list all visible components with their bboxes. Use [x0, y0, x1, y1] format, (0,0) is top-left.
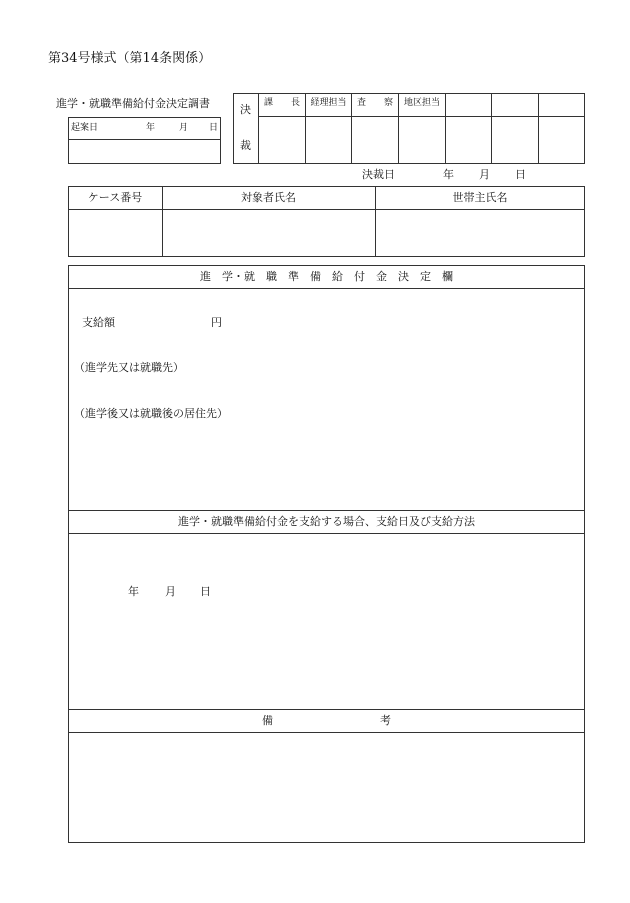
document-title: 進学・就職準備給付金決定調書	[56, 97, 210, 110]
residence-label: （進学後又は就職後の居住先）	[74, 407, 228, 420]
approval-role: 経理担当	[310, 98, 347, 108]
draft-date-year: 年	[146, 123, 156, 133]
approval-stamp-cell[interactable]	[259, 117, 305, 163]
case-number-header: ケース番号	[87, 191, 143, 204]
approval-stamp-cell[interactable]	[446, 117, 491, 163]
approval-label-bottom: 裁	[240, 139, 251, 152]
approval-label-top: 決	[240, 103, 251, 116]
remarks-label-left: 備	[262, 714, 273, 727]
decision-date-label: 決裁日	[362, 168, 395, 181]
decision-date-month: 月	[479, 168, 490, 181]
draft-date-label: 起案日	[71, 123, 99, 133]
approval-stamp-cell[interactable]	[352, 117, 398, 163]
remarks-input[interactable]	[69, 733, 584, 842]
draft-date-input[interactable]	[69, 140, 220, 163]
draft-date-day: 日	[209, 123, 219, 133]
householder-name-input[interactable]	[376, 210, 584, 256]
decision-date-day: 日	[515, 168, 526, 181]
case-number-input[interactable]	[69, 210, 162, 256]
payment-section-top-line	[68, 510, 585, 511]
payment-section-title: 進学・就職準備給付金を支給する場合、支給日及び支給方法	[178, 515, 475, 528]
destination-label: （進学先又は就職先）	[74, 361, 184, 374]
payment-day: 日	[200, 585, 211, 598]
remarks-top-line	[68, 709, 585, 710]
decision-section-title: 進 学・就 職 準 備 給 付 金 決 定 欄	[200, 270, 453, 283]
amount-input[interactable]	[125, 312, 207, 332]
decision-section-header-line	[68, 288, 585, 289]
amount-unit: 円	[211, 316, 222, 329]
householder-name-header: 世帯主氏名	[452, 191, 508, 204]
approval-stamp-cell[interactable]	[306, 117, 351, 163]
approval-stamp-cell[interactable]	[399, 117, 445, 163]
approval-stamp-cell[interactable]	[492, 117, 538, 163]
payment-section-header-line	[68, 533, 585, 534]
subject-name-header: 対象者氏名	[241, 191, 296, 204]
approval-role: 査 察	[356, 98, 393, 108]
form-number: 第34号様式（第14条関係）	[48, 51, 212, 66]
residence-input[interactable]	[75, 424, 575, 504]
payment-month: 月	[165, 585, 176, 598]
payment-method-input[interactable]	[75, 610, 575, 702]
amount-label: 支給額	[82, 316, 115, 329]
draft-date-month: 月	[179, 123, 189, 133]
approval-stamp-cell[interactable]	[539, 117, 584, 163]
approval-role: 地区担当	[403, 98, 440, 108]
payment-year: 年	[128, 585, 139, 598]
approval-role: 課 長	[263, 98, 300, 108]
subject-name-input[interactable]	[163, 210, 375, 256]
decision-date-year: 年	[443, 168, 454, 181]
destination-input[interactable]	[75, 378, 575, 404]
remarks-label-right: 考	[380, 714, 391, 727]
